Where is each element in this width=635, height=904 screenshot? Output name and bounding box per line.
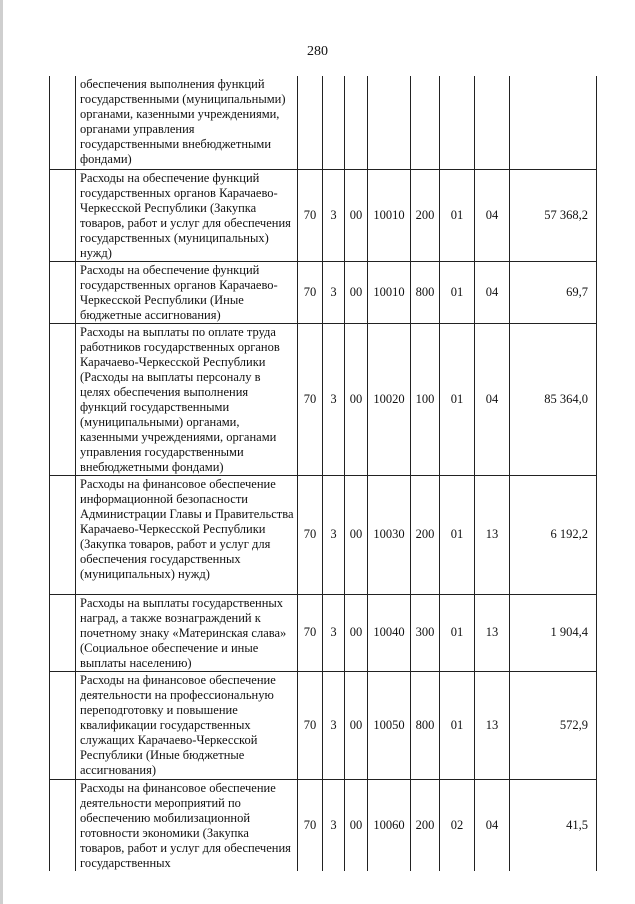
amount-cell: 57 368,2 xyxy=(510,169,597,261)
code-cell-c3: 00 xyxy=(345,169,368,261)
code-cell-c2 xyxy=(323,76,345,169)
code-cell-c4 xyxy=(368,76,411,169)
row-number-cell xyxy=(50,261,76,323)
code-cell-c5: 300 xyxy=(411,594,440,671)
amount-cell: 41,5 xyxy=(510,779,597,871)
code-cell-c6: 01 xyxy=(440,475,475,594)
code-cell-c7: 04 xyxy=(475,169,510,261)
row-number-cell xyxy=(50,169,76,261)
code-cell-c4: 10020 xyxy=(368,323,411,475)
description-cell: Расходы на финансовое обеспечение информационной безопасности Администрации Главы и Правительства Карачаево-Черкесской Республики (Закупка товаров, работ и услуг для обеспечения государственных (муниципальных) нужд) xyxy=(76,475,298,594)
code-cell-c1: 70 xyxy=(298,594,323,671)
code-cell-c6: 01 xyxy=(440,671,475,779)
code-cell-c3: 00 xyxy=(345,671,368,779)
table-row xyxy=(50,475,597,594)
amount-cell: 1 904,4 xyxy=(510,594,597,671)
amount-cell: 69,7 xyxy=(510,261,597,323)
code-cell-c7: 04 xyxy=(475,261,510,323)
code-cell-c1: 70 xyxy=(298,779,323,871)
code-cell-c3: 00 xyxy=(345,779,368,871)
code-cell-c6: 01 xyxy=(440,594,475,671)
row-number-cell xyxy=(50,475,76,594)
code-cell-c4: 10050 xyxy=(368,671,411,779)
code-cell-c6: 01 xyxy=(440,169,475,261)
code-cell-c4: 10010 xyxy=(368,169,411,261)
code-cell-c3: 00 xyxy=(345,261,368,323)
code-cell-c5: 200 xyxy=(411,779,440,871)
code-cell-c5: 200 xyxy=(411,169,440,261)
code-cell-c6: 01 xyxy=(440,261,475,323)
code-cell-c1: 70 xyxy=(298,169,323,261)
code-cell-c5 xyxy=(411,76,440,169)
description-cell: Расходы на выплаты государственных наград, а также вознаграждений к почетному знаку «Материнская слава» (Социальное обеспечение и иные выплаты населению) xyxy=(76,594,298,671)
code-cell-c1 xyxy=(298,76,323,169)
page-number: 280 xyxy=(307,44,328,59)
table-row xyxy=(50,779,597,871)
table-row xyxy=(50,671,597,779)
row-number-cell xyxy=(50,76,76,169)
code-cell-c2: 3 xyxy=(323,594,345,671)
amount-cell: 572,9 xyxy=(510,671,597,779)
code-cell-c7: 04 xyxy=(475,779,510,871)
code-cell-c1: 70 xyxy=(298,475,323,594)
description-cell: Расходы на обеспечение функций государственных органов Карачаево-Черкесской Республики (Закупка товаров, работ и услуг для обеспечения государственных (муниципальных) нужд) xyxy=(76,169,298,261)
code-cell-c3: 00 xyxy=(345,323,368,475)
code-cell-c5: 200 xyxy=(411,475,440,594)
code-cell-c6: 02 xyxy=(440,779,475,871)
code-cell-c3: 00 xyxy=(345,475,368,594)
code-cell-c2: 3 xyxy=(323,169,345,261)
code-cell-c7: 04 xyxy=(475,323,510,475)
row-number-cell xyxy=(50,594,76,671)
code-cell-c4: 10060 xyxy=(368,779,411,871)
amount-cell: 6 192,2 xyxy=(510,475,597,594)
code-cell-c2: 3 xyxy=(323,671,345,779)
description-cell: Расходы на обеспечение функций государственных органов Карачаево-Черкесской Республики (Иные бюджетные ассигнования) xyxy=(76,261,298,323)
code-cell-c6: 01 xyxy=(440,323,475,475)
code-cell-c5: 800 xyxy=(411,671,440,779)
description-cell: Расходы на выплаты по оплате труда работников государственных органов Карачаево-Черкесской Республики (Расходы на выплаты персоналу в целях обеспечения выполнения функций государственными (муниципальными) органами, казенными учреждениями, органами управления государственными внебюджетными фондами) xyxy=(76,323,298,475)
code-cell-c5: 800 xyxy=(411,261,440,323)
code-cell-c4: 10010 xyxy=(368,261,411,323)
table-row xyxy=(50,323,597,475)
code-cell-c2: 3 xyxy=(323,779,345,871)
code-cell-c4: 10030 xyxy=(368,475,411,594)
code-cell-c4: 10040 xyxy=(368,594,411,671)
code-cell-c3 xyxy=(345,76,368,169)
table-row xyxy=(50,169,597,261)
code-cell-c7: 13 xyxy=(475,671,510,779)
code-cell-c2: 3 xyxy=(323,475,345,594)
code-cell-c7: 13 xyxy=(475,475,510,594)
code-cell-c7 xyxy=(475,76,510,169)
table-row xyxy=(50,76,597,169)
amount-cell xyxy=(510,76,597,169)
amount-cell: 85 364,0 xyxy=(510,323,597,475)
budget-table xyxy=(49,76,597,871)
code-cell-c5: 100 xyxy=(411,323,440,475)
scan-edge xyxy=(0,0,3,904)
description-cell: обеспечения выполнения функций государственными (муниципальными) органами, казенными учреждениями, органами управления государственными внебюджетными фондами) xyxy=(76,76,298,169)
code-cell-c2: 3 xyxy=(323,323,345,475)
code-cell-c1: 70 xyxy=(298,323,323,475)
row-number-cell xyxy=(50,671,76,779)
description-cell: Расходы на финансовое обеспечение деятельности на профессиональную переподготовку и повышение квалификации государственных служащих Карачаево-Черкесской Республики (Иные бюджетные ассигнования) xyxy=(76,671,298,779)
table-row xyxy=(50,594,597,671)
code-cell-c7: 13 xyxy=(475,594,510,671)
table-row xyxy=(50,261,597,323)
code-cell-c6 xyxy=(440,76,475,169)
row-number-cell xyxy=(50,323,76,475)
row-number-cell xyxy=(50,779,76,871)
code-cell-c2: 3 xyxy=(323,261,345,323)
code-cell-c3: 00 xyxy=(345,594,368,671)
description-cell: Расходы на финансовое обеспечение деятельности мероприятий по обеспечению мобилизационной готовности экономики (Закупка товаров, работ и услуг для обеспечения государственных xyxy=(76,779,298,871)
code-cell-c1: 70 xyxy=(298,671,323,779)
table-body xyxy=(50,76,597,871)
code-cell-c1: 70 xyxy=(298,261,323,323)
